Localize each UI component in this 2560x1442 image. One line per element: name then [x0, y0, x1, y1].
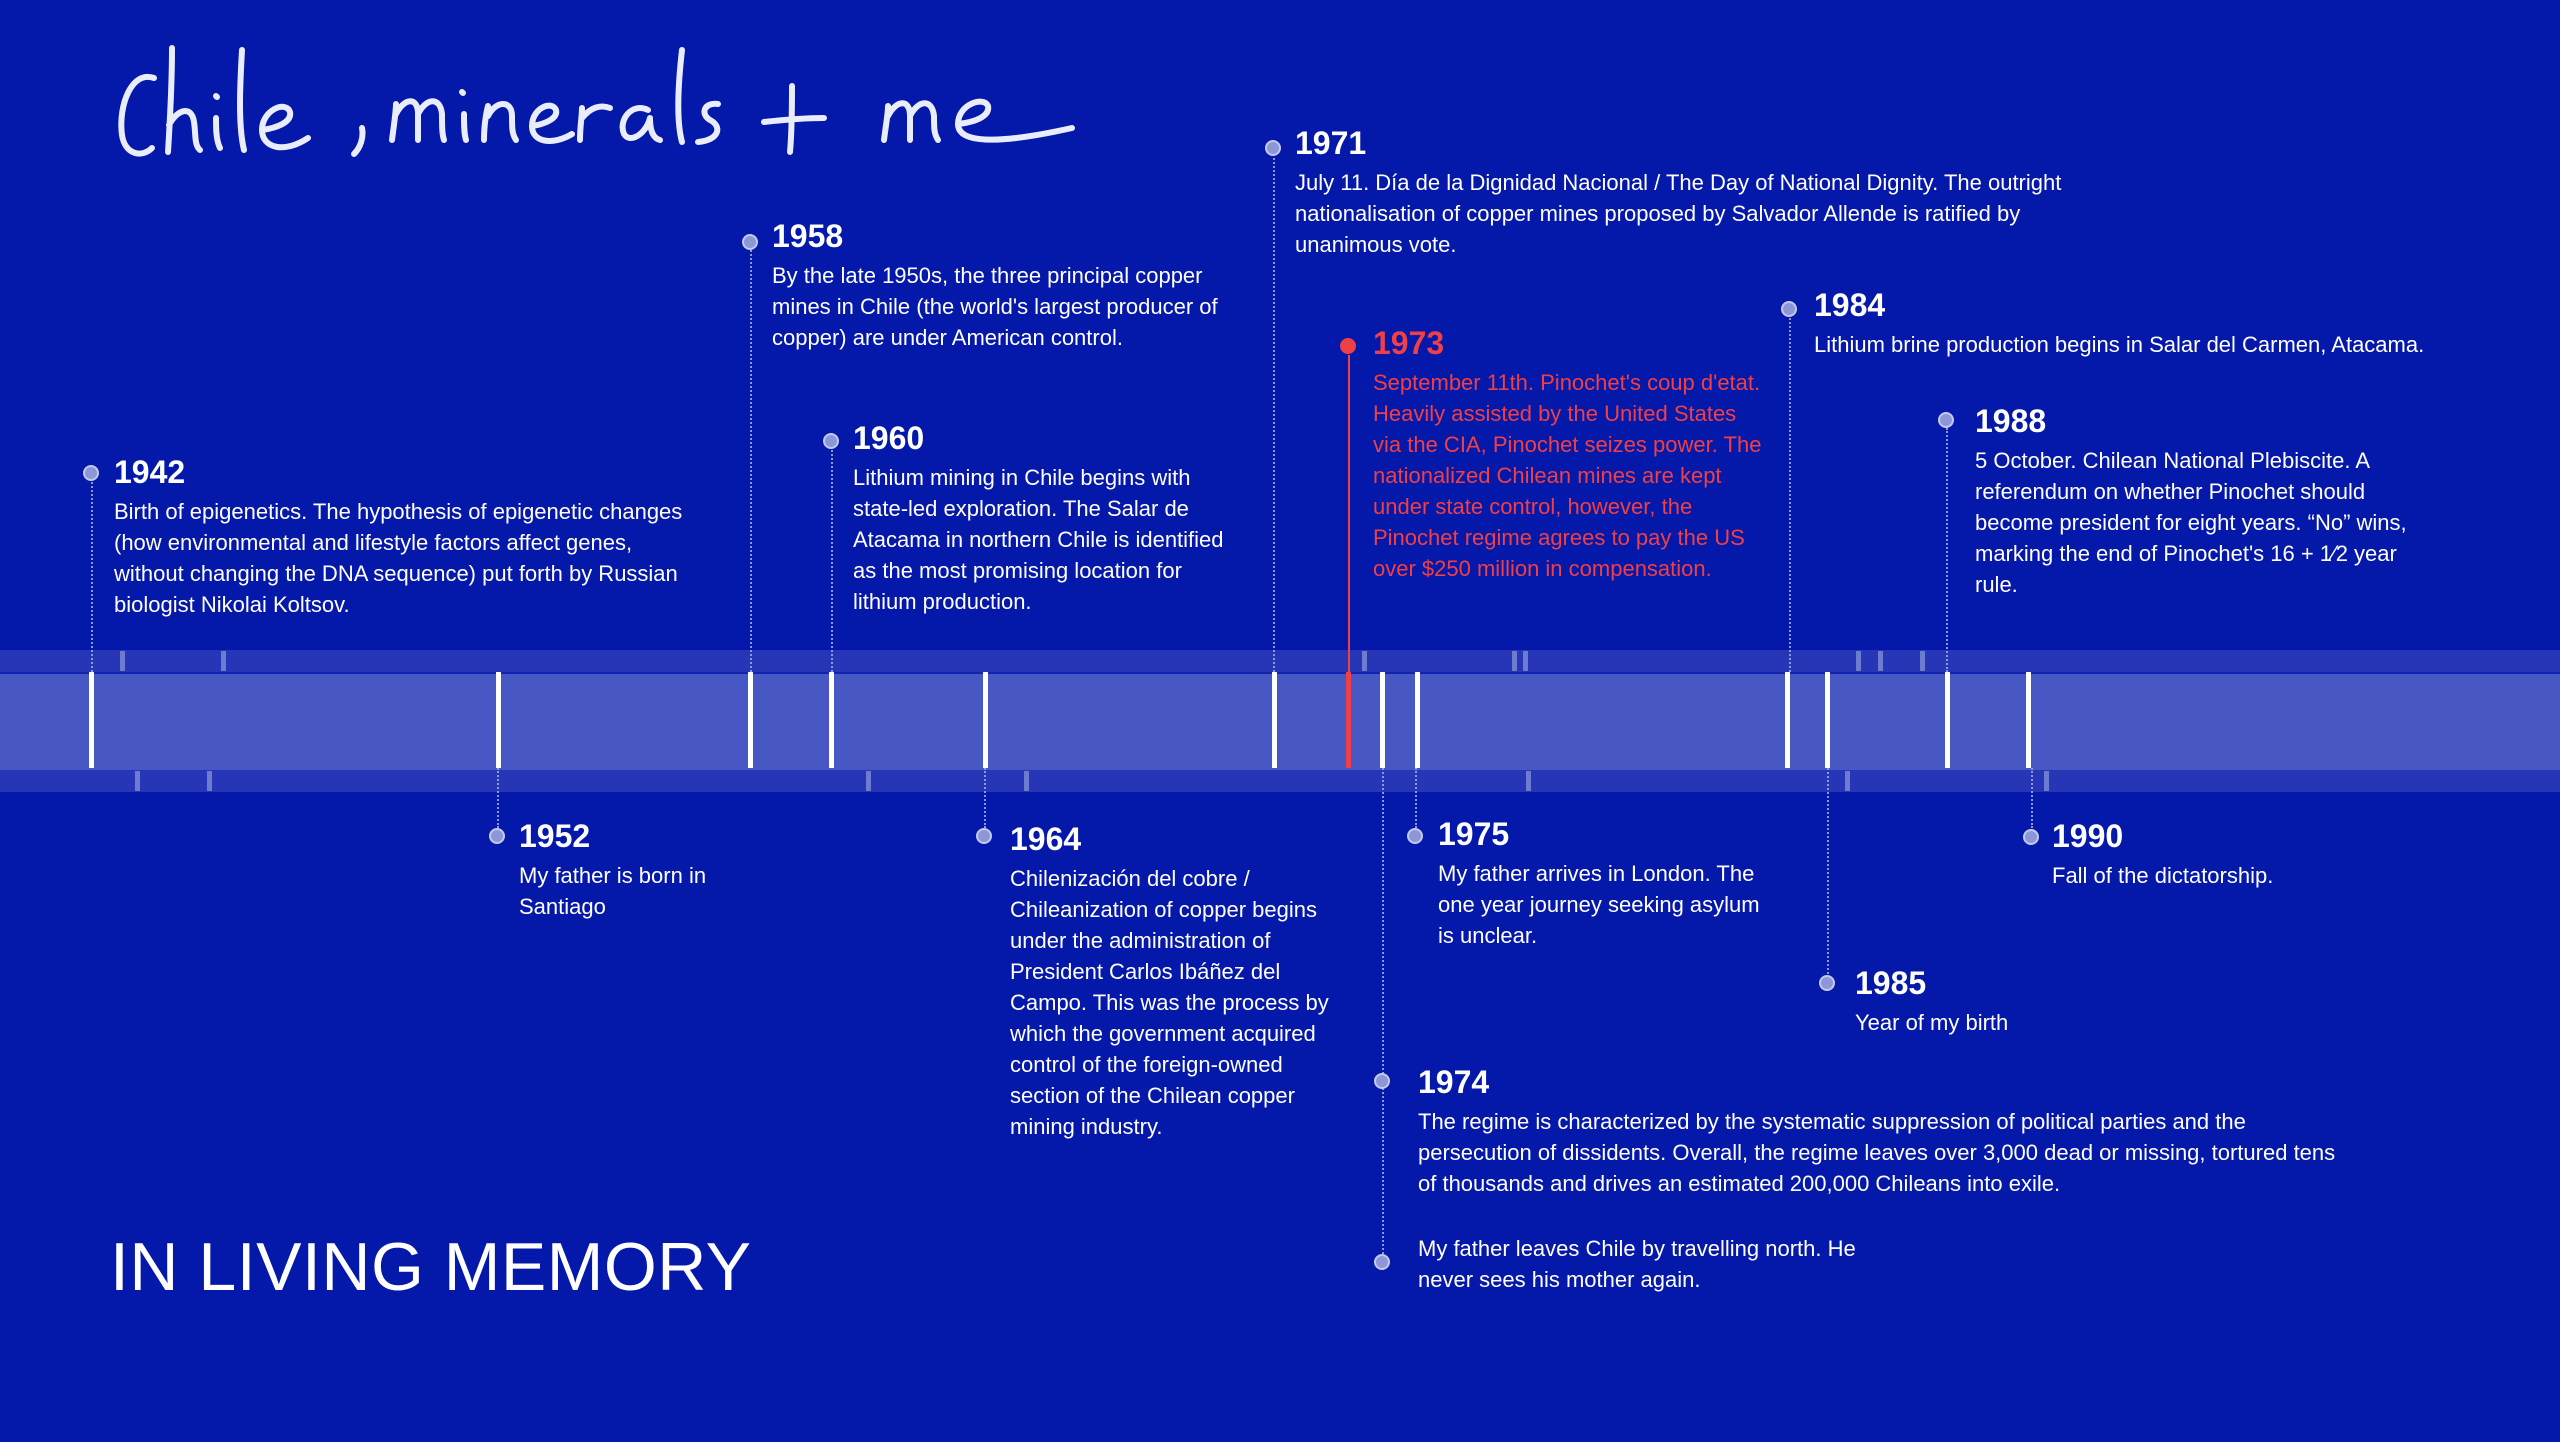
event-dot-1985 [1819, 975, 1835, 991]
connector-1942 [91, 478, 93, 672]
minor-tick [1856, 651, 1861, 671]
event-year: 1988 [1975, 403, 2047, 439]
year-marker-1960 [829, 672, 834, 768]
event-dot-1974-b [1374, 1254, 1390, 1270]
connector-1985 [1827, 768, 1829, 982]
event-year: 1984 [1814, 287, 1886, 323]
connector-1974 [1382, 768, 1384, 1258]
handwritten-title-drawing [112, 30, 1092, 180]
event-year: 1975 [1438, 816, 1510, 852]
event-1988 [1975, 403, 2435, 600]
event-dot-1975 [1407, 828, 1423, 844]
event-1964 [1010, 821, 1330, 1142]
event-year: 1960 [853, 420, 925, 456]
event-dot-1984 [1781, 301, 1797, 317]
event-year: 1952 [519, 818, 591, 854]
minor-tick [1920, 651, 1925, 671]
connector-1964 [984, 768, 986, 828]
year-marker-1975 [1415, 672, 1420, 768]
timeline-band-top [0, 650, 2560, 672]
connector-1984 [1789, 318, 1791, 672]
event-year: 1958 [772, 218, 844, 254]
slide-subtitle: IN LIVING MEMORY [110, 1229, 752, 1305]
event-1960 [853, 420, 1233, 617]
event-description: My father arrives in London. The one year journey seeking asylum is unclear. [1438, 861, 1760, 948]
event-description: September 11th. Pinochet's coup d'etat. Heavily assisted by the United States via the CIA, Pinochet seizes power. The nationalized Chilean mines are kept under state control, however, the Pinochet regime agrees to pay the US over $250 million in compensation. [1373, 370, 1762, 581]
event-description: Chilenización del cobre / Chileanization of copper begins under the administration of President Carlos Ibáñez del Campo. This was the process by which the government acquired control of the foreign-owned section of the Chilean copper mining industry. [1010, 866, 1329, 1139]
event-description: Lithium brine production begins in Salar del Carmen, Atacama. [1814, 332, 2425, 357]
year-marker-1990 [2026, 672, 2031, 768]
event-1952 [519, 818, 759, 922]
event-year: 1974 [1418, 1064, 1490, 1100]
minor-tick [1845, 771, 1850, 791]
minor-tick [135, 771, 140, 791]
minor-tick [1362, 651, 1367, 671]
event-description: Birth of epigenetics. The hypothesis of epigenetic changes (how environmental and lifestyle factors affect genes, without changing the DNA sequence) put forth by Russian biologist Nikolai Koltsov. [114, 499, 683, 617]
year-marker-1973 [1346, 672, 1351, 768]
year-marker-1952 [496, 672, 501, 768]
minor-tick [120, 651, 125, 671]
event-1975 [1438, 816, 1768, 951]
event-description: The regime is characterized by the systematic suppression of political parties and the persecution of dissidents. Overall, the regime leaves over 3,000 dead or missing, tortured tens of thousands and drives an estimated 200,000 Chileans into exile. [1418, 1109, 2336, 1196]
event-description: Lithium mining in Chile begins with state-led exploration. The Salar de Atacama in northern Chile is identified as the most promising location for lithium production. [853, 465, 1224, 614]
year-marker-1988 [1945, 672, 1950, 768]
minor-tick [1526, 771, 1531, 791]
event-1985 [1855, 965, 2135, 1038]
connector-1990 [2031, 768, 2033, 828]
minor-tick [1878, 651, 1883, 671]
connector-1973 [1348, 355, 1350, 672]
event-1973 [1373, 325, 1763, 584]
timeline-band-bottom [0, 770, 2560, 792]
event-dot-1964 [976, 828, 992, 844]
minor-tick [2044, 771, 2049, 791]
event-year: 1985 [1855, 965, 1927, 1001]
minor-tick [221, 651, 226, 671]
event-dot-1973 [1340, 338, 1356, 354]
minor-tick [1512, 651, 1517, 671]
event-year: 1990 [2052, 818, 2124, 854]
event-description: 5 October. Chilean National Plebiscite. A referendum on whether Pinochet should become president for eight years. “No” wins, marking the end of Pinochet's 16 + 1⁄2 year rule. [1975, 448, 2407, 597]
event-1942 [114, 454, 684, 620]
event-description: July 11. Día de la Dignidad Nacional / The Day of National Dignity. The outright nationalisation of copper mines proposed by Salvador Allende is ratified by unanimous vote. [1295, 170, 2062, 257]
event-description: Year of my birth [1855, 1010, 2009, 1035]
event-dot-1960 [823, 433, 839, 449]
connector-1960 [831, 450, 833, 672]
event-year: 1971 [1295, 125, 1367, 161]
event-dot-1942 [83, 465, 99, 481]
event-dot-1974 [1374, 1073, 1390, 1089]
event-1974 [1418, 1064, 2348, 1199]
year-marker-1971 [1272, 672, 1277, 768]
event-description: My father leaves Chile by travelling north. He never sees his mother again. [1418, 1236, 1856, 1292]
year-marker-1958 [748, 672, 753, 768]
event-dot-1971 [1265, 140, 1281, 156]
year-marker-1942 [89, 672, 94, 768]
minor-tick [1024, 771, 1029, 791]
event-dot-1988 [1938, 412, 1954, 428]
event-description: My father is born in Santiago [519, 863, 707, 919]
handwritten-title [112, 30, 1092, 180]
year-marker-1964 [983, 672, 988, 768]
connector-1958 [750, 250, 752, 672]
event-year: 1942 [114, 454, 186, 490]
event-year: 1973 [1373, 325, 1445, 361]
event-dot-1952 [489, 828, 505, 844]
event-description: By the late 1950s, the three principal copper mines in Chile (the world's largest producer of copper) are under American control. [772, 263, 1218, 350]
year-marker-1974 [1380, 672, 1385, 768]
minor-tick [207, 771, 212, 791]
connector-1988 [1946, 428, 1948, 672]
event-1990 [2052, 818, 2352, 891]
event-1984 [1814, 287, 2534, 360]
connector-1971 [1273, 158, 1275, 672]
connector-1975 [1415, 768, 1417, 828]
timeline-band [0, 672, 2560, 772]
minor-tick [1523, 651, 1528, 671]
year-marker-1984 [1785, 672, 1790, 768]
event-description: Fall of the dictatorship. [2052, 863, 2274, 888]
event-year: 1964 [1010, 821, 1082, 857]
year-marker-1985 [1825, 672, 1830, 768]
event-1971 [1295, 125, 2075, 260]
minor-tick [866, 771, 871, 791]
connector-1952 [497, 768, 499, 828]
event-dot-1958 [742, 234, 758, 250]
event-1958 [772, 218, 1242, 353]
event-1974-exile [1418, 1233, 1858, 1295]
event-dot-1990 [2023, 829, 2039, 845]
